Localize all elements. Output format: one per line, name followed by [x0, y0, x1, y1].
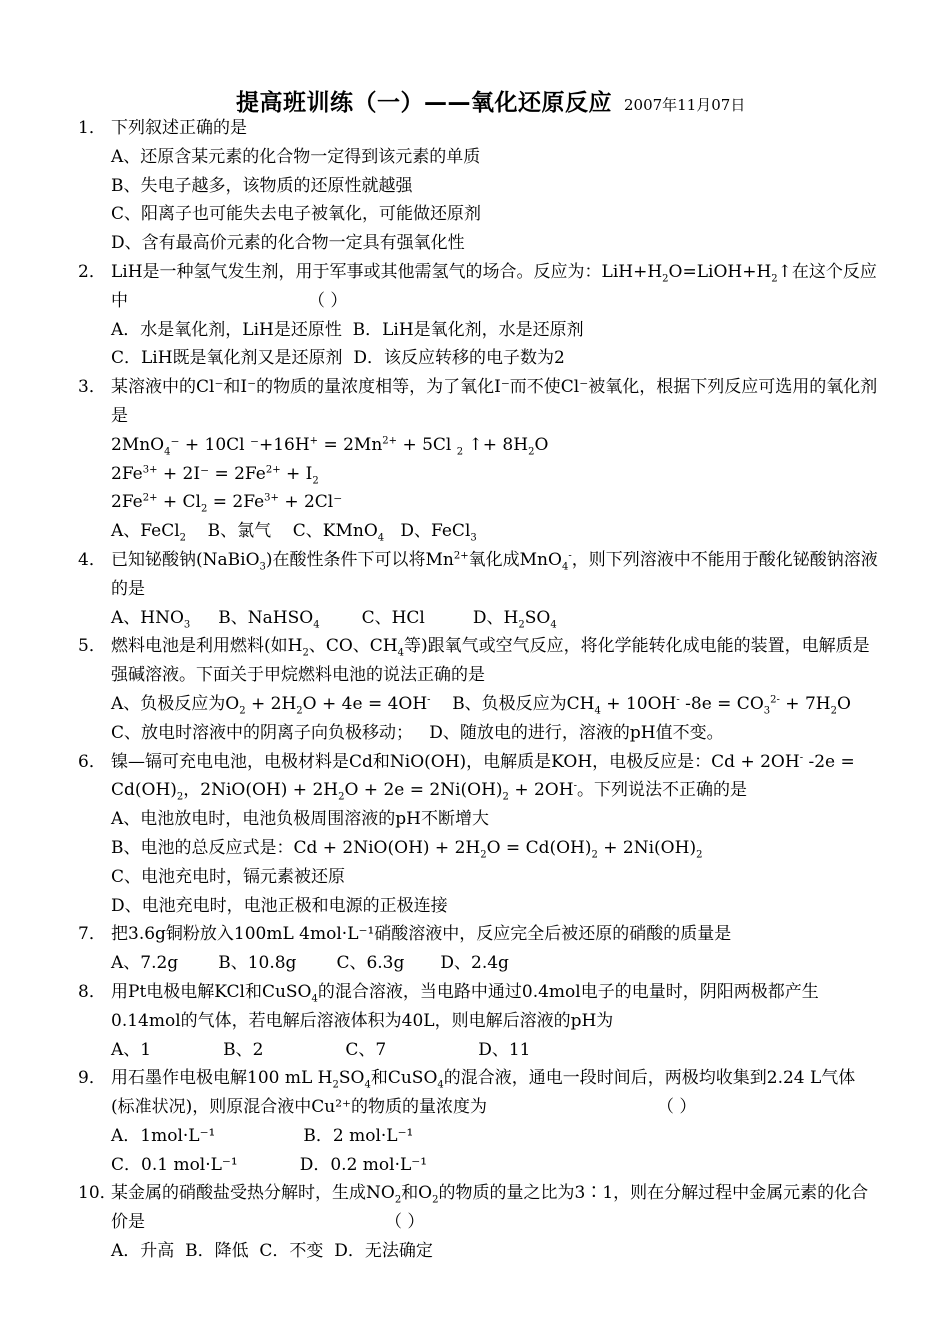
option-text: C、KMnO [292, 521, 378, 542]
equation-1 [78, 431, 878, 460]
question-stem-part: 某金属的硝酸盐受热分解时，生成NO [111, 1183, 395, 1204]
subscript: 4 [377, 532, 385, 544]
subscript: 2 [830, 705, 837, 717]
subscript: 4 [550, 618, 557, 630]
eq-part: = 2Mn [318, 434, 383, 455]
option-text: + 2H [245, 693, 297, 714]
option-b [452, 693, 851, 717]
option-a [111, 608, 190, 628]
question-stem-part: + 2OH [508, 780, 574, 801]
question-stem-part: 的物质的量之比为3∶1，则在分解过程中金属元素的化合价是 [111, 1183, 869, 1233]
question-stem-part: ，2NiO(OH) + 2H [183, 780, 339, 801]
subscript: 2 [456, 446, 464, 458]
option-b: B．2 mol·L⁻¹ [303, 1125, 414, 1146]
subscript: 4 [561, 561, 569, 573]
option-b: B．LiH是氧化剂，水是还原剂 [352, 319, 584, 340]
question-stem-part: -2e = Cd(OH) [111, 751, 855, 801]
option-a: A．1mol·L⁻¹ [111, 1125, 216, 1146]
question-stem: 某溶液中的Cl⁻和I⁻的物质的量浓度相等，为了氧化I⁻而不使Cl⁻被氧化，根据下列反应可选用的氧化剂是 [111, 377, 878, 426]
question-stem-part: ，则下列溶液中不能用于酸化铋酸钠溶液的是 [111, 549, 878, 599]
subscript: 4 [311, 993, 318, 1005]
question-8 [78, 978, 878, 1036]
option-row [78, 517, 878, 546]
option-text: O = Cd(OH) [486, 837, 592, 858]
option-c: C、放电时溶液中的阴离子向负极移动； [111, 722, 414, 743]
option-d: D、2.4g [440, 953, 509, 974]
subscript: 3 [763, 705, 771, 717]
option-c: C、6.3g [336, 953, 405, 974]
eq-part: 2MnO [111, 434, 165, 455]
question-number: 10． [78, 1183, 117, 1204]
eq-part: + Cl [157, 492, 201, 513]
subscript: 2 [480, 849, 487, 861]
question-5 [78, 632, 878, 690]
question-stem-part: 。下列说法不正确的是 [576, 780, 747, 801]
option-row [78, 604, 878, 633]
option-text: O + 4e = 4OH [302, 693, 428, 714]
option-b: B．降低 [185, 1241, 249, 1262]
option-c: C．LiH既是氧化剂又是还原剂 [111, 348, 343, 369]
subscript: 4 [364, 1079, 371, 1091]
option-a: A、电池放电时，电池负极周围溶液的pH不断增大 [111, 809, 489, 830]
option-d [400, 521, 477, 544]
option-c: C．不变 [259, 1241, 324, 1262]
option-text: SO [524, 607, 551, 628]
option-c: C、阳离子也可能失去电子被氧化，可能做还原剂 [111, 204, 482, 225]
question-number: 7． [78, 924, 106, 945]
option-text: A、负极反应为O [111, 693, 240, 714]
subscript: 2 [591, 849, 598, 861]
question-stem-part: 镍—镉可充电电池，电极材料是Cd和NiO(OH)，电解质是KOH，电极反应是：Cd + 2OH [111, 751, 800, 772]
option-c: C、7 [345, 1039, 387, 1060]
option-text: + 2Ni(OH) [597, 837, 697, 858]
question-stem-part: )在酸性条件下可以将Mn [265, 549, 454, 570]
superscript: 2+ [265, 463, 281, 475]
subscript: 4 [437, 1079, 444, 1091]
eq-part: + I [280, 463, 313, 484]
subscript: 2 [502, 791, 509, 803]
option-row [78, 949, 878, 978]
question-stem-part: 和CuSO [370, 1068, 438, 1089]
subscript: 4 [164, 446, 171, 458]
question-4 [78, 546, 878, 604]
question-stem-part: 等)跟氧气或空气反应，将化学能转化成电能的装置，电解质是强碱溶液。下面关于甲烷燃料电池的说法正确的是 [111, 636, 870, 686]
option-row-cd [78, 344, 878, 373]
question-stem-part: LiH是一种氢气发生剂，用于军事或其他需氢气的场合。反应为：LiH+H [111, 261, 663, 282]
subscript: 2 [332, 1079, 339, 1091]
eq-part: + 2I⁻ = 2Fe [157, 463, 266, 484]
option-d: D、含有最高价元素的化合物一定具有强氧化性 [111, 233, 465, 254]
option-d [473, 608, 557, 628]
option-d: D．无法确定 [334, 1241, 433, 1262]
option-text: A、FeCl [111, 521, 180, 542]
option-b: B、氯气 [207, 521, 272, 542]
superscript: 2- [770, 694, 780, 706]
option-text: B、电池的总反应式是：Cd + 2NiO(OH) + 2H [111, 837, 481, 858]
subscript: 4 [313, 618, 320, 630]
option-d: D．该反应转移的电子数为2 [353, 348, 565, 369]
question-stem-part: 用Pt电极电解KCl和CuSO [111, 981, 312, 1002]
option-d: D、随放电的进行，溶液的pH值不变。 [429, 722, 724, 743]
option-c [292, 521, 385, 544]
question-3 [78, 373, 878, 431]
subscript: 2 [432, 1194, 439, 1206]
question-stem-part: 的混合溶液，当电路中通过0.4mol电子的电量时，阴阳两极都产生0.14mol的气体，若电解后溶液体积为40L，则电解后溶液的pH为 [111, 981, 819, 1031]
eq-part: + 2Cl⁻ [278, 492, 343, 513]
option-row [78, 1237, 878, 1266]
question-stem-part: 已知铋酸钠(NaBiO [111, 549, 260, 570]
option-d: D、电池充电时，电池正极和电源的正极连接 [111, 895, 448, 916]
option-d: D、11 [478, 1039, 531, 1060]
question-number: 8． [78, 981, 106, 1002]
option-b: B、失电子越多，该物质的还原性就越强 [111, 175, 413, 196]
eq-part: 2Fe [111, 463, 143, 484]
option-text: D、H [472, 607, 519, 628]
subscript: 2 [239, 705, 246, 717]
option-b [78, 834, 878, 863]
option-a: A、7.2g [111, 953, 179, 974]
question-list [78, 114, 878, 1266]
option-a: A、还原含某元素的化合物一定得到该元素的单质 [111, 146, 481, 167]
page-date: 2007年11月07日 [624, 96, 746, 114]
answer-blank: （ ） [308, 290, 348, 311]
question-number: 1． [78, 118, 106, 138]
superscript: - [676, 694, 680, 706]
option-text: + 7H [779, 693, 831, 714]
option-b: B、2 [223, 1039, 264, 1060]
subscript: 2 [312, 474, 319, 486]
question-stem-part: 用石墨作电极电解100 mL H [111, 1068, 333, 1089]
equation-2 [78, 460, 878, 489]
question-stem-part: SO [338, 1068, 365, 1089]
option-row-ab [78, 1122, 878, 1151]
question-number: 6． [78, 751, 106, 772]
option-text: + 10OH [600, 693, 677, 714]
superscript: 2+ [142, 492, 158, 504]
subscript: 2 [176, 791, 184, 803]
eq-part: + 5Cl [397, 434, 457, 455]
option-a [111, 521, 187, 544]
superscript: - [573, 780, 577, 792]
question-2 [78, 258, 878, 316]
question-stem-part: 燃料电池是利用燃料(如H [111, 636, 303, 657]
superscript: - [568, 550, 572, 562]
option-b [218, 608, 319, 628]
subscript: 2 [518, 618, 525, 630]
question-stem-part: 氧化成MnO [468, 549, 562, 570]
subscript: 3 [183, 618, 191, 630]
subscript: 2 [338, 791, 345, 803]
superscript: - [799, 751, 804, 763]
subscript: 2 [394, 1194, 402, 1206]
option-a: A．升高 [111, 1241, 175, 1262]
subscript: 3 [259, 561, 266, 573]
question-stem-part: 、CO、CH [308, 636, 398, 657]
question-6 [78, 748, 878, 806]
option-row-cd [78, 719, 878, 748]
question-stem-part: ↑在这个反应中 [111, 261, 877, 311]
answer-blank: （ ） [385, 1212, 425, 1233]
question-number: 4． [78, 549, 106, 570]
subscript: 2 [771, 273, 778, 285]
option-c: C、电池充电时，镉元素被还原 [111, 866, 346, 887]
question-stem-part: O=LiOH+H [668, 261, 772, 282]
option-row-ab [78, 316, 878, 345]
option-d: D．0.2 mol·L⁻¹ [299, 1154, 428, 1175]
eq-part: O [534, 434, 549, 455]
subscript: 3 [470, 532, 477, 544]
question-stem-part: O + 2e = 2Ni(OH) [344, 780, 503, 801]
option-a [111, 693, 431, 717]
subscript: 2 [528, 446, 535, 458]
question-7 [78, 920, 878, 949]
option-row [78, 1036, 878, 1065]
eq-part: = 2Fe [207, 492, 265, 513]
question-number: 3． [78, 377, 106, 398]
subscript: 4 [397, 647, 404, 659]
option-text: -8e = CO [679, 693, 764, 714]
question-stem: 把3.6g铜粉放入100mL 4mol·L⁻¹硝酸溶液中，反应完全后被还原的硝酸的质量是 [111, 924, 732, 945]
option-row-ab [78, 690, 878, 719]
option-b: B、10.8g [218, 953, 297, 974]
subscript: 2 [696, 849, 703, 861]
question-9 [78, 1064, 878, 1122]
subscript: 2 [201, 503, 208, 515]
superscript: 2+ [382, 435, 398, 447]
subscript: 2 [296, 705, 303, 717]
option-text: D、FeCl [400, 521, 471, 542]
eq-part: ⁻ + 10Cl ⁻+16H [170, 434, 310, 455]
subscript: 4 [594, 705, 601, 717]
question-stem-part: 的混合液，通电一段时间后，两极均收集到2.24 L气体(标准状况)，则原混合液中Cu²⁺的物质的量浓度为 [111, 1068, 856, 1118]
question-number: 5． [78, 636, 106, 657]
question-stem: 下列叙述正确的是 [111, 118, 247, 138]
superscript: - [427, 694, 431, 706]
eq-part: ↑+ 8H [463, 434, 529, 455]
superscript: + [309, 435, 319, 447]
option-a: A．水是氧化剂，LiH是还原性 [111, 319, 342, 340]
question-number: 9． [78, 1068, 106, 1089]
option-c: C．0.1 mol·L⁻¹ [111, 1154, 238, 1175]
option-text: O [836, 693, 851, 714]
option-text: B、负极反应为CH [452, 693, 595, 714]
question-10 [78, 1179, 878, 1237]
superscript: 3+ [264, 492, 279, 504]
eq-part: 2Fe [111, 492, 143, 513]
equation-3 [78, 488, 878, 517]
option-a: A、1 [111, 1039, 152, 1060]
question-stem-part: 和O [401, 1183, 433, 1204]
answer-blank: （ ） [657, 1097, 697, 1118]
page-header [236, 84, 745, 117]
subscript: 2 [179, 532, 187, 544]
subscript: 2 [662, 273, 669, 285]
question-1 [78, 114, 878, 143]
superscript: 3+ [142, 463, 158, 475]
superscript: 2+ [453, 550, 469, 562]
option-row-cd [78, 1151, 878, 1180]
option-c: C、HCl [361, 607, 425, 628]
question-number: 2． [78, 261, 106, 282]
page-title: 提高班训练（一）——氧化还原反应 [236, 90, 612, 116]
option-text: B、NaHSO [218, 607, 314, 628]
subscript: 2 [302, 647, 309, 659]
option-text: A、HNO [111, 607, 184, 628]
